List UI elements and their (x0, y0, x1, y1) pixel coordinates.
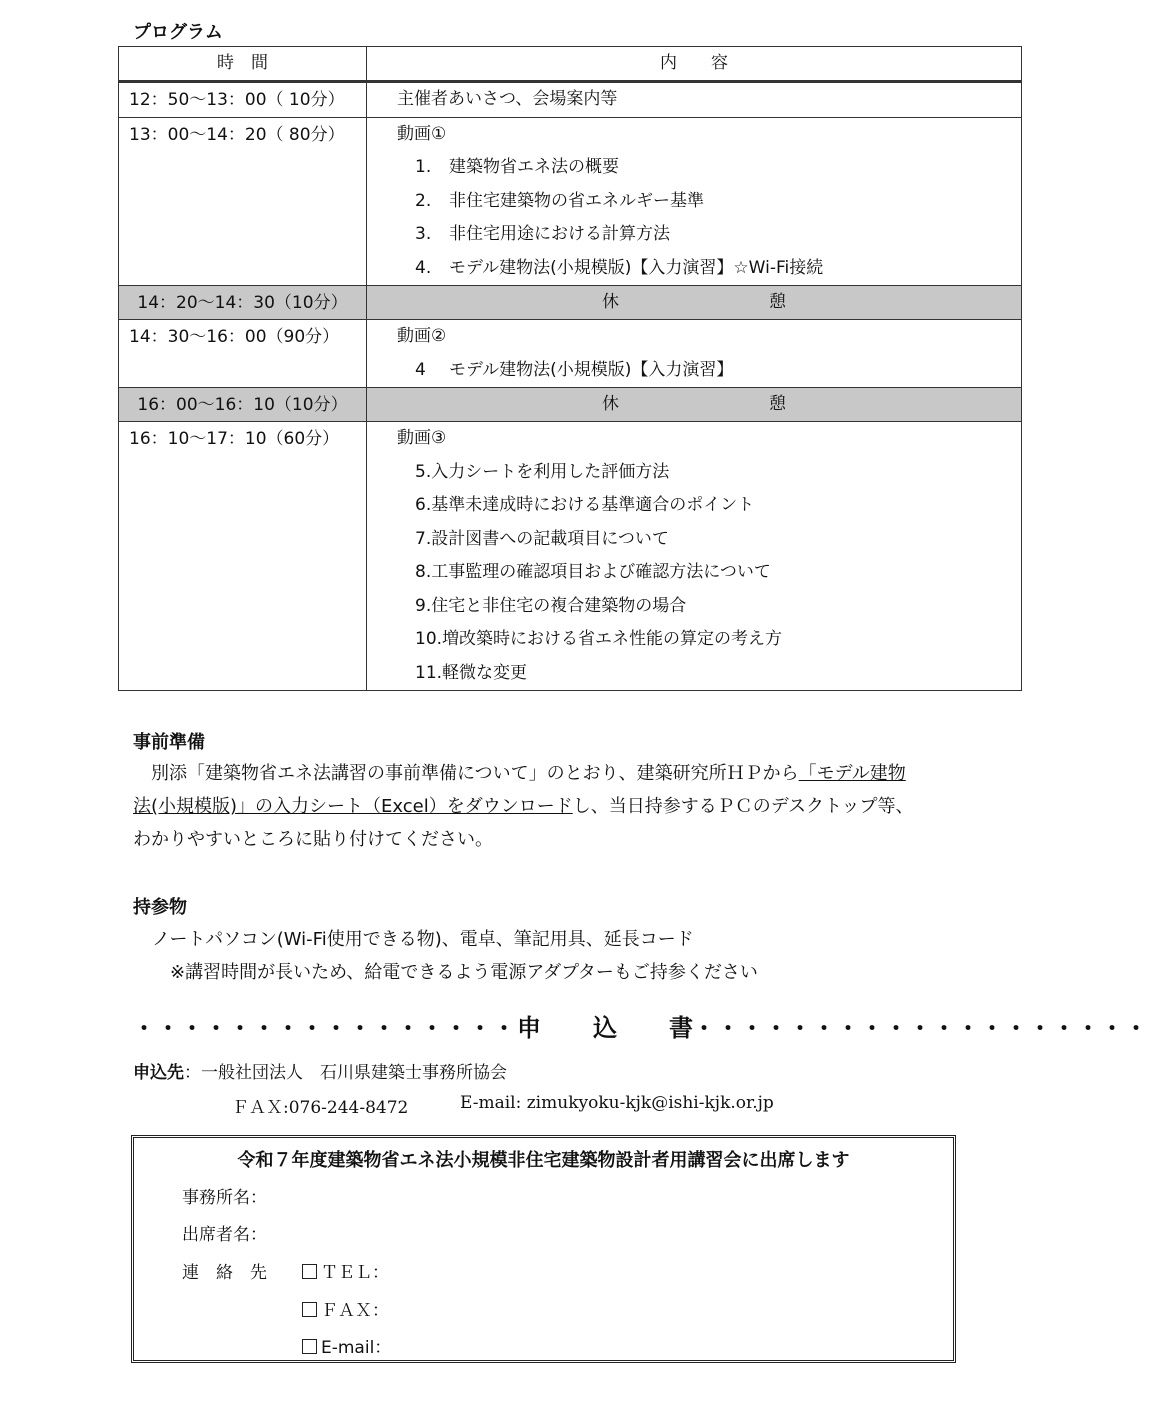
list-item (367, 523, 1021, 557)
destination-value: ：一般社団法人 石川県建築士事務所協会 (184, 1063, 507, 1083)
email-field[interactable] (302, 1333, 391, 1358)
items-heading: 持参物 (133, 897, 187, 918)
contact-label: 連 絡 先 (182, 1263, 267, 1283)
content-line: 動画③ (397, 428, 447, 448)
prep-text-1: 別添「建築物省エネ法講習の事前準備について」のとおり、建築研究所ＨＰから (151, 763, 799, 784)
tel-label: ＴＥＬ： (321, 1263, 389, 1283)
item-number: 4. (415, 257, 432, 278)
dots-left: ・・・・・・・・・・・・・・・・ (133, 1017, 518, 1042)
fax-label: ＦＡＸ： (321, 1301, 389, 1321)
application-destination (133, 1058, 507, 1083)
application-title-line (133, 1008, 1149, 1043)
title-char-3: 書 (669, 1014, 694, 1042)
list-item (367, 456, 1021, 490)
items-line-2: ※講習時間が長いため、給電できるよう電源アダプターもご持参ください (170, 962, 758, 983)
email-address: E-mail: zimukyoku-kjk@ishi-kjk.or.jp (460, 1093, 774, 1113)
form-title: 令和７年度建築物省エネ法小規模非住宅建築物設計者用講習会に出席します (237, 1150, 850, 1171)
item-text: 設計図書への記載項目について (431, 528, 669, 549)
attendee-name-field[interactable]: 出席者名： (182, 1225, 267, 1245)
break-label-b: 憩 (769, 394, 786, 414)
list-item (367, 151, 1021, 185)
item-number: 11. (415, 662, 443, 683)
prep-text-2: し、当日持参するＰＣのデスクトップ等、 (572, 796, 914, 817)
item-number: 9. (415, 595, 432, 616)
fax-field[interactable] (302, 1296, 389, 1321)
break-label-b: 憩 (769, 292, 786, 312)
item-number: 8. (415, 562, 432, 582)
checkbox-icon[interactable] (302, 1302, 317, 1317)
application-form (131, 1135, 956, 1363)
table-row (119, 422, 1022, 691)
prep-link-2: 法(小規模版)」の入力シート（Excel）をダウンロード (133, 796, 573, 817)
break-row (119, 286, 1022, 320)
destination-label: 申込先 (133, 1063, 184, 1083)
list-item (367, 218, 1021, 252)
item-text: モデル建物法(小規模版)【入力演習】 (449, 359, 734, 380)
table-row (119, 83, 1022, 118)
break-label-a: 休 (602, 394, 619, 414)
table-row (119, 117, 1022, 286)
break-label-a: 休 (602, 292, 619, 312)
program-table (118, 46, 1022, 691)
header-content: 内 容 (367, 47, 1022, 82)
dots-right: ・・・・・・・・・・・・・・・・・・・ (693, 1017, 1149, 1042)
fax-number: ＦＡＸ:076-244-8472 (232, 1098, 409, 1118)
time-cell: 14：30～16：00（90分） (129, 327, 340, 347)
table-row (119, 320, 1022, 388)
item-text: 非住宅用途における計算方法 (449, 224, 670, 244)
prep-link-1: 「モデル建物 (798, 763, 906, 784)
item-number: 10. (415, 629, 443, 649)
item-text: 非住宅建築物の省エネルギー基準 (449, 190, 704, 211)
list-item (367, 623, 1021, 657)
item-number: 1. (415, 157, 432, 177)
item-text: 基準未達成時における基準適合のポイント (431, 495, 755, 515)
item-number: 5. (415, 461, 432, 482)
checkbox-icon[interactable] (302, 1264, 317, 1279)
list-item (367, 185, 1021, 219)
item-text: 軽微な変更 (442, 662, 528, 683)
list-item (367, 354, 1021, 388)
items-line-1: ノートパソコン(Wi-Fi使用できる物)、電卓、筆記用具、延長コード (152, 929, 694, 950)
content-line: 動画① (397, 123, 447, 144)
item-text: 建築物省エネ法の概要 (449, 157, 619, 177)
item-number: 7. (415, 528, 432, 549)
program-heading: プログラム (133, 22, 223, 43)
item-text: 住宅と非住宅の複合建築物の場合 (431, 595, 687, 616)
item-number: 4 (415, 359, 426, 380)
content-line: 動画② (397, 326, 447, 346)
title-char-1: 申 (517, 1014, 542, 1042)
time-cell: 16：00～16：10（10分） (137, 395, 348, 415)
header-time: 時 間 (119, 47, 367, 82)
time-cell: 12：50～13：00（ 10分） (129, 90, 345, 110)
list-item (367, 556, 1021, 590)
office-name-field[interactable]: 事務所名： (182, 1188, 267, 1208)
item-number: 3. (415, 224, 432, 244)
title-char-2: 込 (593, 1014, 618, 1042)
item-text: モデル建物法(小規模版)【入力演習】☆Wi-Fi接続 (449, 257, 824, 278)
time-cell: 13：00～14：20（ 80分） (129, 124, 345, 145)
email-label: E-mail： (321, 1338, 392, 1358)
list-item (367, 489, 1021, 523)
break-row (119, 388, 1022, 422)
item-number: 6. (415, 495, 432, 515)
item-text: 工事監理の確認項目および確認方法について (431, 562, 771, 582)
checkbox-icon[interactable] (302, 1339, 317, 1354)
table-header-row (119, 47, 1022, 82)
time-cell: 14：20～14：30（10分） (137, 293, 348, 313)
item-text: 増改築時における省エネ性能の算定の考え方 (442, 629, 783, 649)
list-item (367, 252, 1021, 286)
time-cell: 16：10～17：10（60分） (129, 429, 340, 449)
item-number: 2. (415, 190, 432, 211)
preparation-text (133, 757, 993, 856)
content-line: 主催者あいさつ、会場案内等 (397, 89, 618, 109)
preparation-heading: 事前準備 (133, 732, 205, 753)
tel-field[interactable] (302, 1258, 389, 1283)
list-item (367, 657, 1021, 691)
item-text: 入力シートを利用した評価方法 (431, 461, 670, 482)
prep-text-3: わかりやすいところに貼り付けてください。 (133, 829, 493, 850)
list-item (367, 590, 1021, 624)
